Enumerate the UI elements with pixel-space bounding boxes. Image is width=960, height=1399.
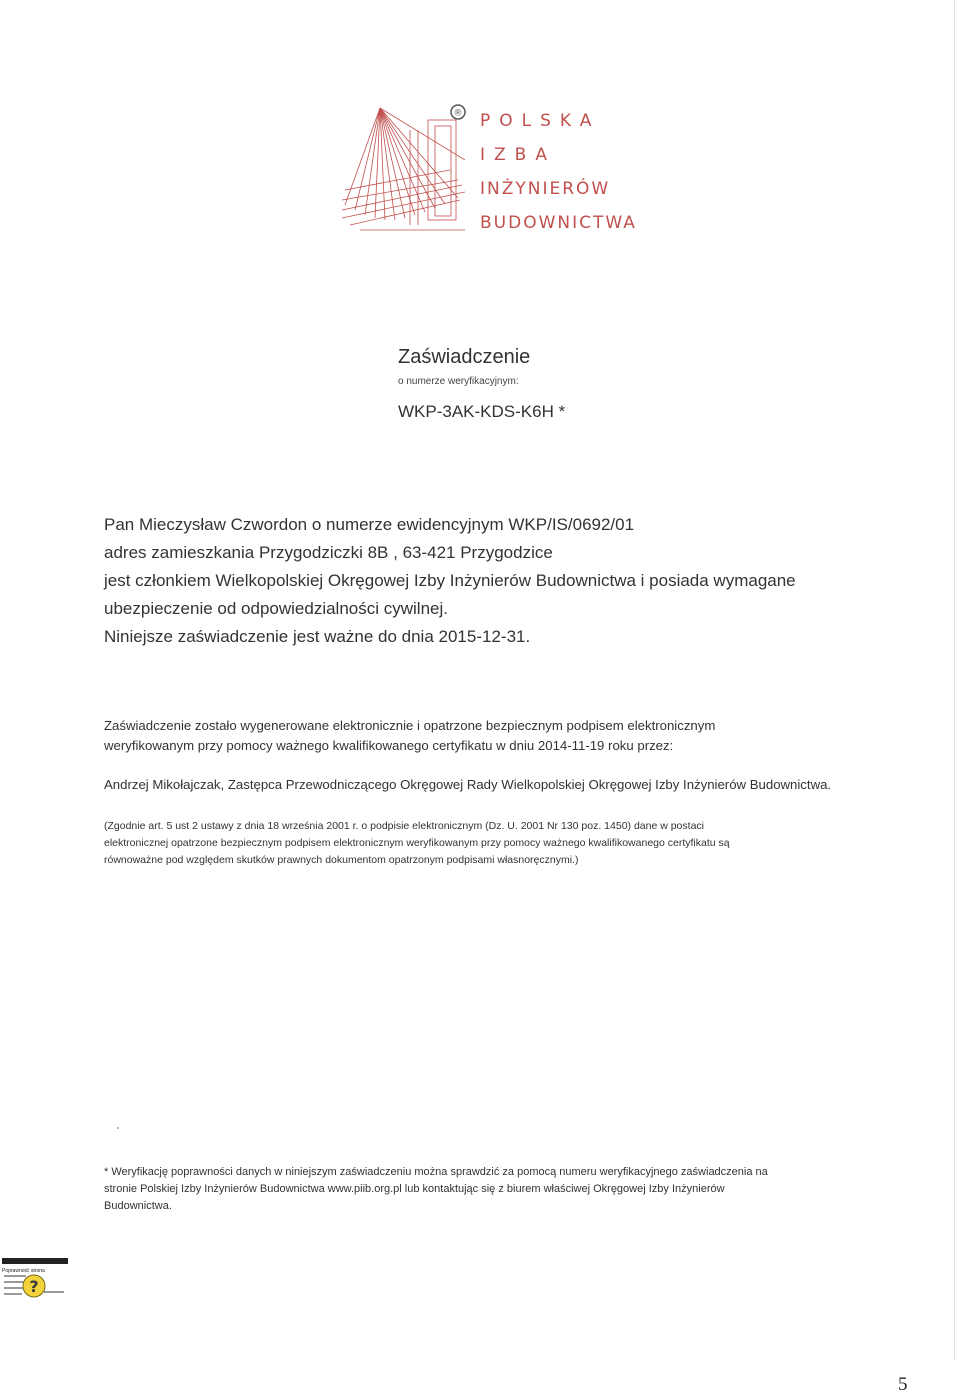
logo-wordmark xyxy=(480,104,637,240)
legal-line: równoważne pod względem skutków prawnych dokumentom opatrzonym podpisami własnoręcznymi.) xyxy=(104,854,579,866)
signer-statement xyxy=(104,775,904,795)
logo-line-4: BUDOWNICTWA xyxy=(480,213,637,233)
footnote-line: * Weryfikację poprawności danych w niniejszym zaświadczeniu można sprawdzić za pomocą numeru weryfikacyjnego zaświadczenia na xyxy=(104,1166,768,1178)
legal-line: elektronicznej opatrzone bezpiecznym podpisem elektronicznym weryfikowanym przy pomocy ważnego kwalifikowanego certyfikatu są xyxy=(104,837,730,849)
footnote xyxy=(104,1164,904,1215)
page-number: 5 xyxy=(898,1374,908,1395)
logo-mark xyxy=(340,100,470,235)
body-line: Pan Mieczysław Czwordon o numerze ewidencyjnym WKP/IS/0692/01 xyxy=(104,515,635,534)
body-line: Niniejsze zaświadczenie jest ważne do dnia 2015-12-31. xyxy=(104,627,531,646)
logo-line-3: INŻYNIERÓW xyxy=(480,179,611,199)
certificate-subtitle: o numerze weryfikacyjnym: xyxy=(398,376,519,387)
logo-line-2: IZBA xyxy=(480,145,556,165)
certificate-body xyxy=(104,511,864,651)
footnote-line: Budownictwa. xyxy=(104,1200,172,1212)
body-line: ubezpieczenie od odpowiedzialności cywilnej. xyxy=(104,599,448,618)
registered-mark: ® xyxy=(453,108,463,119)
generation-statement xyxy=(104,716,904,756)
logo-line-1: POLSKA xyxy=(480,111,601,131)
body-line: adres zamieszkania Przygodziczki 8B , 63-421 Przygodzice xyxy=(104,543,553,562)
signer-line: Andrzej Mikołajczak, Zastępca Przewodniczącego Okręgowej Rady Wielkopolskiej Okręgowej Izby Inżynierów Budownictwa. xyxy=(104,777,832,792)
question-mark-icon xyxy=(23,1275,45,1297)
scan-edge xyxy=(954,0,955,1360)
svg-text:?: ? xyxy=(29,1277,39,1296)
generation-line: weryfikowanym przy pomocy ważnego kwalifikowanego certyfikatu w dniu 2014-11-19 roku przez: xyxy=(104,738,674,753)
certificate-title: Zaświadczenie xyxy=(398,346,531,368)
verification-number: WKP-3AK-KDS-K6H * xyxy=(398,402,566,421)
verification-stamp xyxy=(0,1256,70,1306)
legal-line: (Zgodnie art. 5 ust 2 ustawy z dnia 18 września 2001 r. o podpisie elektronicznym (Dz. U. 2001 Nr 130 poz. 1450) dane w postaci xyxy=(104,820,704,832)
stamp-label: Poprawność strona xyxy=(2,1268,45,1274)
scan-speck xyxy=(117,1127,119,1129)
body-line: jest członkiem Wielkopolskiej Okręgowej Izby Inżynierów Budownictwa i posiada wymagane xyxy=(104,571,796,590)
legal-note xyxy=(104,818,904,869)
generation-line: Zaświadczenie zostało wygenerowane elektronicznie i opatrzone bezpiecznym podpisem elektronicznym xyxy=(104,718,716,733)
footnote-line: stronie Polskiej Izby Inżynierów Budownictwa www.piib.org.pl lub kontaktując się z biurem właściwej Okręgowej Izby Inżynierów xyxy=(104,1183,725,1195)
